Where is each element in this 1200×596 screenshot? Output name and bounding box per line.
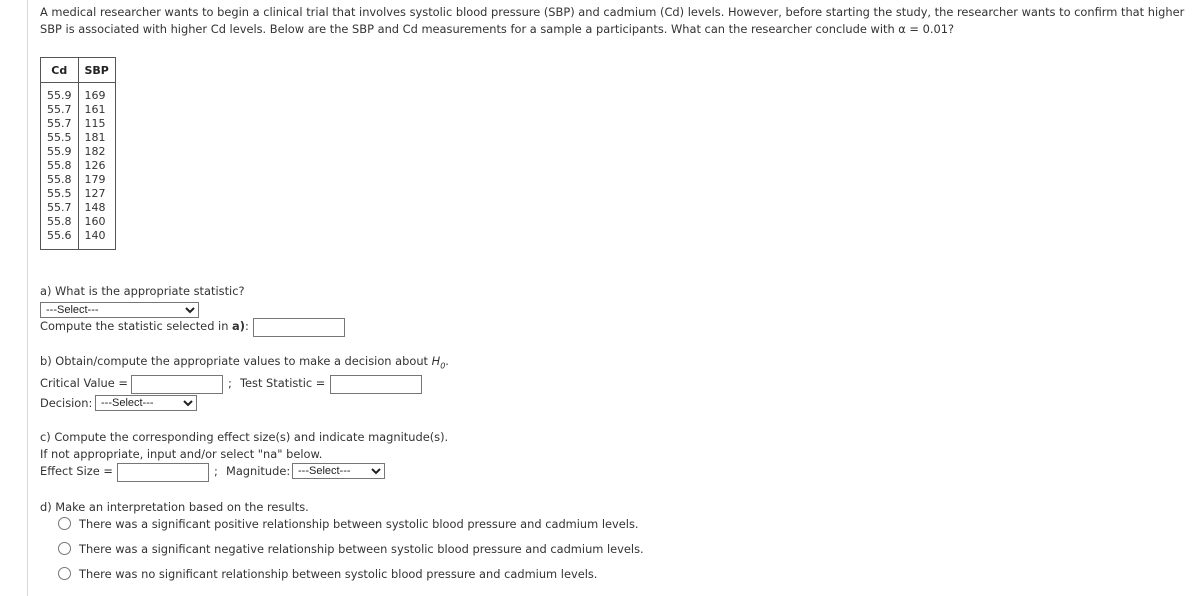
table-row	[41, 83, 116, 104]
table-row	[41, 173, 116, 187]
part-a-compute-label	[40, 319, 249, 333]
part-c-question: c) Compute the corresponding effect size(s) and indicate magnitude(s).	[40, 430, 449, 444]
table-row	[41, 201, 116, 215]
decision-label: Decision:	[40, 396, 93, 410]
table-header-row	[41, 58, 116, 83]
critical-value-label: Critical Value =	[40, 376, 128, 390]
radio-button[interactable]	[58, 542, 71, 555]
part-a-question: a) What is the appropriate statistic?	[40, 284, 245, 298]
sbp-cell: 160	[78, 215, 115, 229]
h0-symbol	[431, 354, 446, 371]
table-row	[41, 229, 116, 250]
sbp-cell: 127	[78, 187, 115, 201]
option-label: There was a significant negative relationship between systolic blood pressure and cadmium levels.	[79, 542, 644, 556]
compute-label-text: Compute the statistic selected in	[40, 319, 233, 333]
sbp-cell: 181	[78, 131, 115, 145]
interpretation-option-positive[interactable]	[58, 517, 639, 533]
separator: ;	[214, 464, 218, 478]
option-label: There was no significant relationship between systolic blood pressure and cadmium levels.	[79, 567, 598, 581]
problem-statement: A medical researcher wants to begin a clinical trial that involves systolic blood pressure (SBP) and cadmium (Cd) levels. However, before starting the study, the researcher wants to confirm that higher SBP is associated with higher Cd levels. Below are the SBP and Cd measurements for a sample a participants. What can the researcher conclude with α = 0.01?	[40, 5, 1185, 36]
part-b-question-text: b) Obtain/compute the appropriate values to make a decision about	[40, 354, 432, 368]
cd-cell: 55.6	[41, 229, 79, 250]
left-margin-rule	[27, 0, 28, 596]
sbp-cell: 115	[78, 117, 115, 131]
radio-button[interactable]	[58, 517, 71, 530]
part-d-question: d) Make an interpretation based on the results.	[40, 500, 309, 514]
sbp-cell: 182	[78, 145, 115, 159]
magnitude-select[interactable]	[292, 463, 385, 479]
cd-cell: 55.7	[41, 201, 79, 215]
cd-cell: 55.7	[41, 103, 79, 117]
h-subscript: 0	[440, 361, 446, 371]
h-letter: H	[431, 354, 441, 368]
part-b-question-end: .	[445, 354, 449, 368]
cd-cell: 55.7	[41, 117, 79, 131]
radio-button[interactable]	[58, 567, 71, 580]
compute-label-ref: a)	[232, 319, 245, 333]
table-row	[41, 159, 116, 173]
cd-cell: 55.8	[41, 215, 79, 229]
cd-cell: 55.9	[41, 83, 79, 104]
table-row	[41, 131, 116, 145]
interpretation-option-none[interactable]	[58, 567, 597, 583]
cd-cell: 55.5	[41, 187, 79, 201]
part-c-note: If not appropriate, input and/or select "na" below.	[40, 447, 323, 461]
table-row	[41, 103, 116, 117]
table-row	[41, 187, 116, 201]
cd-cell: 55.5	[41, 131, 79, 145]
data-table	[40, 57, 116, 250]
column-header-cd: Cd	[41, 58, 79, 83]
magnitude-label: Magnitude:	[226, 464, 291, 478]
effect-size-input[interactable]	[117, 463, 209, 482]
critical-value-input[interactable]	[131, 375, 223, 394]
option-label: There was a significant positive relationship between systolic blood pressure and cadmium levels.	[79, 517, 639, 531]
cd-cell: 55.8	[41, 159, 79, 173]
sbp-cell: 169	[78, 83, 115, 104]
statistic-select[interactable]	[40, 302, 199, 318]
test-statistic-label: Test Statistic =	[240, 376, 326, 390]
part-b-question	[40, 354, 449, 370]
cd-cell: 55.9	[41, 145, 79, 159]
sbp-cell: 140	[78, 229, 115, 250]
sbp-cell: 126	[78, 159, 115, 173]
decision-select[interactable]	[95, 395, 197, 411]
sbp-cell: 179	[78, 173, 115, 187]
table-row	[41, 215, 116, 229]
statistic-value-input[interactable]	[253, 318, 345, 337]
cd-cell: 55.8	[41, 173, 79, 187]
test-statistic-input[interactable]	[330, 375, 422, 394]
compute-label-colon: :	[244, 319, 249, 333]
sbp-cell: 148	[78, 201, 115, 215]
effect-size-label: Effect Size =	[40, 464, 113, 478]
table-row	[41, 117, 116, 131]
table-row	[41, 145, 116, 159]
separator: ;	[228, 376, 232, 390]
sbp-cell: 161	[78, 103, 115, 117]
interpretation-option-negative[interactable]	[58, 542, 644, 558]
column-header-sbp: SBP	[78, 58, 115, 83]
